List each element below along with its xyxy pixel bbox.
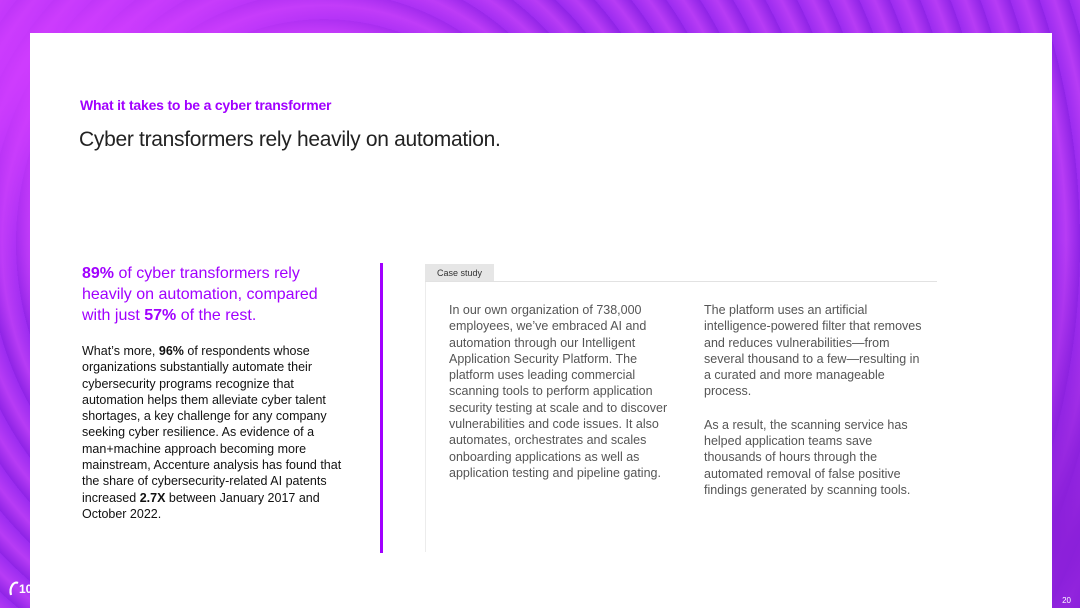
section-eyebrow: What it takes to be a cyber transformer xyxy=(80,97,332,113)
case-study-paragraph: In our own organization of 738,000 employees, we’ve embraced AI and automation through our Intelligent Application Security Platform. The platform uses leading commercial scanning tools to perform application security testing at scale and to discover vulnerabilities and code issues. It also automates, orchestrates and scales onboarding applications as well as application testing and pipeline gating. xyxy=(449,303,668,480)
case-study-paragraph: As a result, the scanning service has helped application teams save thousands of hours through the automated removal of false positive findings generated by scanning tools. xyxy=(704,417,911,497)
body-paragraph xyxy=(82,343,344,522)
case-study-left-border xyxy=(425,282,426,552)
accent-divider xyxy=(380,263,383,553)
stat-text-2: of the rest. xyxy=(176,307,257,324)
stat-pct-rest: 57% xyxy=(144,307,177,324)
slide-headline: Cyber transformers rely heavily on automation. xyxy=(79,128,501,151)
stat-pct-transformers: 89% xyxy=(82,265,115,282)
body-bold-2-7x: 2.7X xyxy=(139,490,166,505)
body-text-1: What’s more, xyxy=(82,344,159,358)
case-study-paragraph: The platform uses an artificial intelligence-powered filter that removes and reduces vulnerabilities—from several thousand to a few—resulting in a curated and more manageable process. xyxy=(704,303,922,399)
key-stat xyxy=(82,263,342,326)
body-text-3: between January 2017 and October 2022. xyxy=(82,490,320,521)
case-study-tab: Case study xyxy=(425,264,494,282)
svg-text:100: 100 xyxy=(19,581,40,596)
watermark-text: 大数跨境 xyxy=(54,579,134,601)
body-text-2: of respondents whose organizations substantially automate their cybersecurity programs recognize that automation helps them alleviate cyber talent shortages, a key challenge for any company seeking cyber resilience. As evidence of a man+machine approach becoming more mainstream, Accenture analysis has found that the share of cybersecurity-related AI patents increased xyxy=(82,344,342,505)
stat-text-1: of cyber transformers rely heavily on automation, compared with just xyxy=(82,265,318,324)
watermark-logo-icon xyxy=(8,577,48,599)
case-study-column-1 xyxy=(449,302,681,498)
case-study-rule xyxy=(425,281,937,282)
body-bold-96: 96% xyxy=(158,344,184,358)
page-number: 20 xyxy=(1062,596,1071,605)
case-study-column-2 xyxy=(704,302,926,515)
slide xyxy=(30,33,1052,608)
watermark xyxy=(8,573,134,602)
